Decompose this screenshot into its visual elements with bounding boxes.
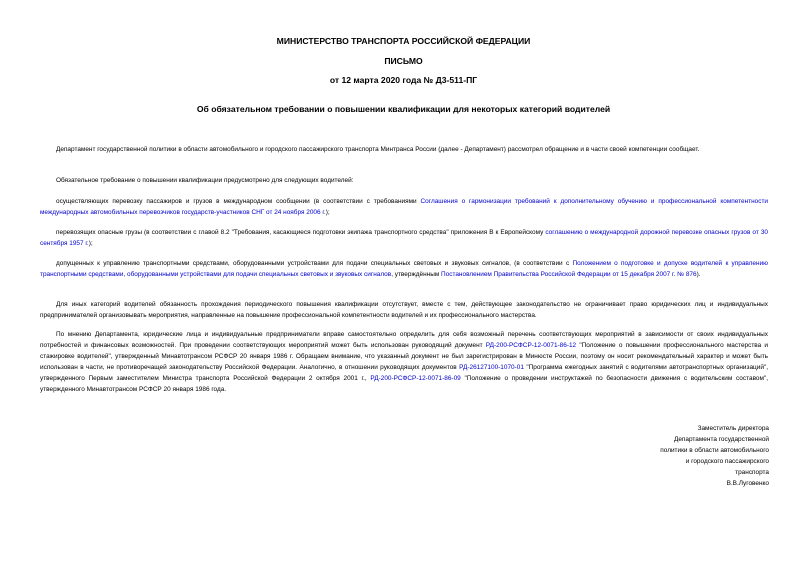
link-government-decree[interactable]: Постановлением Правительства Российской Федерации от 15 декабря 2007 г. № 876 — [441, 270, 697, 278]
paragraph-text: Обязательное требование о повышении квалификации предусмотрено для следующих водителей: — [56, 177, 354, 184]
list-item-special-signals — [40, 259, 768, 281]
link-rd-86-12[interactable]: РД-200-РСФСР-12-0071-86-12 — [485, 341, 577, 349]
item-text: ); — [88, 239, 93, 247]
list-item-international — [40, 197, 768, 219]
link-adr-agreement[interactable]: соглашению о международной дорожной перевозке опасных грузов от 30 сентября 1957 г. — [40, 229, 768, 247]
paragraph-text: "Положение о повышении профессионального мастерства и стажировке водителей", утвержденный Минавтотрансом РСФСР 20 января 1986 г. Обращаем внимание, что указанный документ не был зарегистрирован в Минюсте России, поэтому он носит рекомендательный характер и может быть использован в части, не противоречащей законодательству Российской Федерации. Аналогично, в отношении руководящих документов — [40, 341, 768, 371]
document-date-number: от 12 марта 2020 года № Д3-511-ПГ — [329, 75, 478, 85]
signer-name: В.В.Луговенко — [726, 480, 769, 487]
item-text: допущенных к управлению транспортными средствами, оборудованными устройствами для подачи специальных световых и звуковых сигналов, (в соответствии с — [56, 260, 573, 267]
link-cis-agreement[interactable]: Соглашения о гармонизации требований к дополнительному обучению и профессиональной компетентности международных автомобильных перевозчиков государств-участников СНГ от 24 ноября 2006 г. — [40, 198, 768, 216]
signature-block — [660, 423, 769, 489]
paragraph-department-opinion — [40, 330, 768, 395]
signature-line: политики в области автомобильного — [660, 447, 769, 454]
paragraph-intro — [40, 145, 768, 156]
signature-line: Департамента государственной — [673, 436, 769, 443]
paragraph-text: "Положение о проведении инструктажей по безопасности движения с водительским составом", утвержденного Минавтотрансом РСФСР 20 января 1986 года. — [40, 374, 768, 393]
paragraph-text: Для иных категорий водителей обязанность прохождения периодического повышения квалификации отсутствует, вместе с тем, действующее законодательство не ограничивает право юридических лиц и индивидуальных предпринимателей организовывать мероприятия, направленные на повышение профессиональной компетентности водителей и их профессионального мастерства. — [40, 301, 768, 319]
paragraph-text: Департамент государственной политики в области автомобильного и городского пассажирского транспорта Минтранса России (далее - Департамент) рассмотрел обращение и в части своей компетенции сообщает. — [56, 146, 700, 153]
ministry-heading: МИНИСТЕРСТВО ТРАНСПОРТА РОССИЙСКОЙ ФЕДЕРАЦИИ — [276, 36, 531, 46]
paragraph-other-categories — [40, 300, 768, 322]
paragraph-requirement — [40, 176, 768, 187]
link-rd-86-09[interactable]: РД-200-РСФСР-12-0071-86-09 — [370, 374, 461, 382]
document-title: Об обязательном требовании о повышении квалификации для некоторых категорий водителей — [196, 104, 611, 114]
item-text: ). — [696, 270, 701, 278]
link-rd-1070-01[interactable]: РД-26127100-1070-01 — [459, 363, 524, 371]
link-regulation[interactable]: Положением о подготовке и допуске водителей к управлению транспортными средствами, оборудованными устройствами для подачи специальных световых и звуковых сигналов — [40, 260, 768, 278]
item-text: осуществляющих перевозку пассажиров и грузов в международном сообщении (в соответствии с требованиями — [56, 198, 421, 205]
list-item-dangerous-goods — [40, 228, 768, 250]
paragraph-text: По мнению Департамента, юридические лица и индивидуальные предприниматели вправе самостоятельно определить для себя возможный перечень соответствующих мероприятий в зависимости от своих индивидуальных потребностей и финансовых возможностей. При проведении соответствующих мероприятий может быть использован руководящий документ — [40, 331, 768, 349]
document-type: ПИСЬМО — [384, 56, 423, 66]
item-text: перевозящих опасные грузы (в соответствии с главой 8.2 "Требования, касающиеся подготовки экипажа транспортного средства" приложения В к Европейскому — [56, 229, 546, 236]
paragraph-text: "Программа ежегодных занятий с водителями автотранспортных организаций", утвержденного Первым заместителем Министра транспорта Российской Федерации 2 октября 2001 г., — [40, 363, 768, 382]
signature-line: транспорта — [735, 469, 769, 476]
item-text: ); — [325, 208, 330, 216]
item-text: , утверждённым — [391, 270, 442, 278]
signature-line: Заместитель директора — [697, 425, 769, 432]
signature-line: и городского пассажирского — [685, 458, 769, 465]
